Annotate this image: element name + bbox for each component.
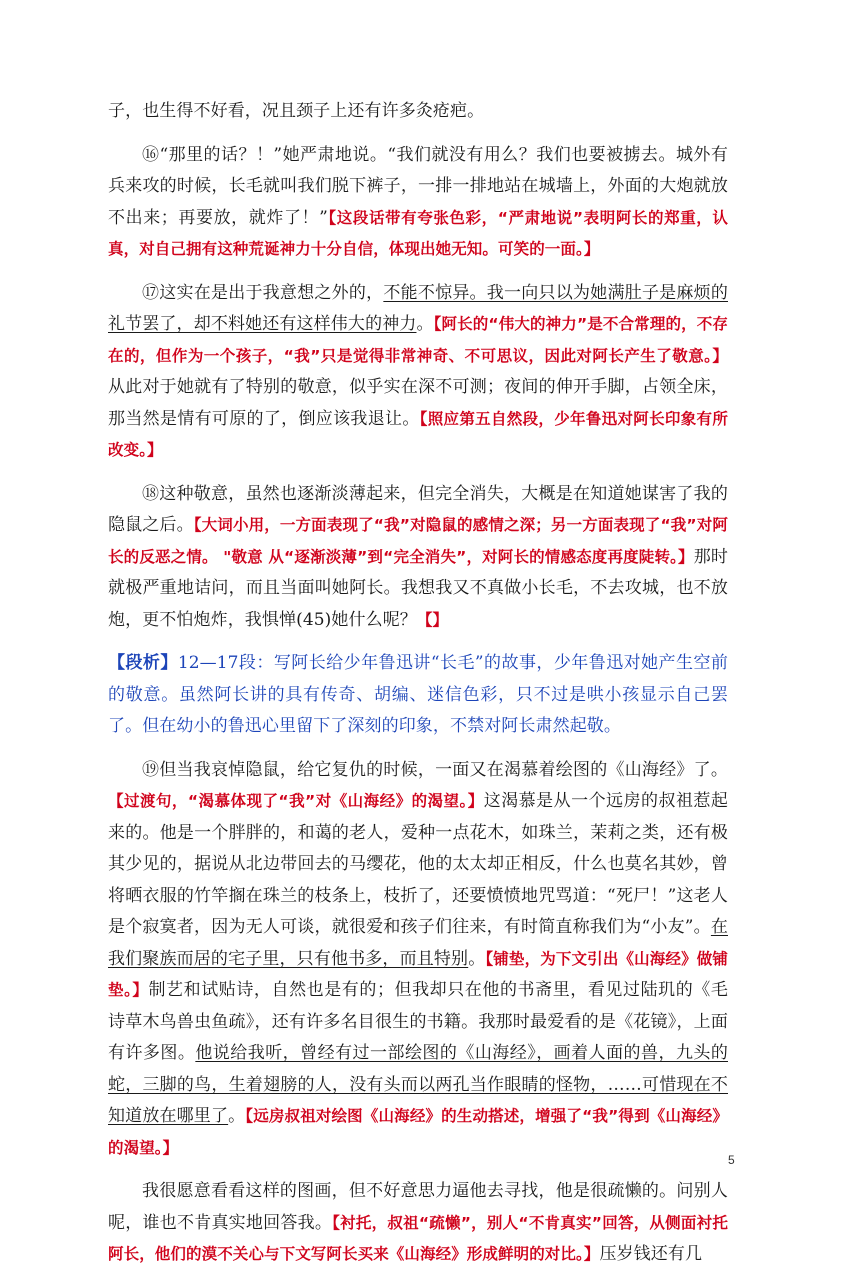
body-text: 那时就极严重地诘问，而且当面叫她阿长。我想我又不真做小长毛，不去攻城，也不放炮，更不怕炮炸，我惧惮(45)她什么呢？	[108, 546, 729, 630]
annotation-note: 【阿长的“伟大的神力”是不合常理的，不存在的，但作为一个孩子，“我”只是觉得非常神奇、不可思议，因此对阿长产生了敬意。】	[108, 315, 728, 365]
body-text: 但当我哀悼隐鼠，给它复仇的时候，一面又在渴慕着绘图的《山海经》了。	[159, 759, 728, 780]
annotation-note: 【大词小用，一方面表现了“我”对隐鼠的感情之深；另一方面表现了“我”对阿长的反恶之情。 "敬意 从“逐渐淡薄”到“完全消失”，对阿长的情感态度再度陡转。】	[108, 516, 729, 566]
body-text: 这实在是出于我意想之外的，	[159, 282, 384, 303]
paragraph-number: ⑲	[142, 759, 160, 780]
body-text: 从此对于她就有了特别的敬意，似乎实在深不可测；夜间的伸开手脚，占领全床，那当然是情有可原的了，倒应该我退让。	[108, 377, 728, 429]
body-text: 子，也生得不好看，况且颈子上还有许多灸疮疤。	[108, 101, 485, 121]
paragraph-number: ⑰	[142, 282, 160, 303]
analysis-text: 12—17段：写阿长给少年鲁迅讲“长毛”的故事，少年鲁迅对她产生空前的敬意。虽然阿长讲的具有传奇、胡编、迷信色彩，只不过是哄小孩显示自己罢了。但在幼小的鲁迅心里留下了深刻的印象，不禁对阿长肃然起敬。	[108, 653, 729, 736]
paragraph-number: ⑯	[142, 144, 160, 165]
annotation-note: 【这段话带有夸张色彩，“严肃地说”表明阿长的郑重，认真，对自己拥有这种荒诞神力十分自信，体现出她无知。可笑的一面。】	[108, 208, 728, 258]
annotation-note: 【衬托，叔祖“疏懒”，别人“不肯真实”回答，从侧面衬托阿长，他们的漠不关心与下文写阿长买来《山海经》形成鲜明的对比。】	[108, 1213, 728, 1263]
page-number: 5	[728, 1153, 735, 1167]
annotation-note: 【远房叔祖对绘图《山海经》的生动搭述，增强了“我”得到《山海经》的渴望。】	[108, 1107, 728, 1157]
paragraph-18	[108, 479, 728, 637]
annotation-note: 【】	[416, 610, 449, 629]
underlined-text: 不能不惊异。我一向只以为她满肚子是麻烦的礼节罢了，却不料她还有这样伟大的神力	[108, 282, 728, 334]
underlined-text: 他说给我听，曾经有过一部绘图的《山海经》，画着人面的兽，九头的蛇，三脚的鸟，生着翅膀的人，没有头而以两孔当作眼睛的怪物，……可惜现在不知道放在哪里了	[108, 1043, 728, 1126]
body-text: 这渴慕是从一个远房的叔祖惹起来的。他是一个胖胖的，和蔼的老人，爱种一点花木，如珠兰，茉莉之类，还有极其少见的，据说从北边带回去的马缨花，他的太太却正相反，什么也莫名其妙，曾将晒衣服的竹竿搁在珠兰的枝条上，枝折了，还要愤愤地咒骂道：“死尸！”这老人是个寂寞者，因为无人可谈，就很爱和孩子们往来，有时简直称我们为“小友”。	[108, 791, 729, 937]
body-text: 这种敬意，虽然也逐渐淡薄起来，但完全消失，大概是在知道她谋害了我的隐鼠之后。	[108, 483, 728, 535]
body-text: 。	[228, 1106, 246, 1126]
annotation-note: 【过渡句，“渴慕体现了“我”对《山海经》的渴望。】	[108, 792, 484, 810]
paragraph-15-tail	[108, 96, 728, 128]
body-text: 。	[416, 314, 434, 334]
body-text: 压岁钱还有几	[599, 1244, 703, 1264]
paragraph-16	[108, 140, 728, 266]
body-text: 。	[468, 948, 486, 969]
document-body	[108, 96, 728, 1283]
underlined-text: 在我们聚族而居的宅子里，只有他书多，而且特别	[108, 917, 728, 969]
body-text: 制艺和试贴诗，自然也是有的；但我却只在他的书斋里，看见过陆玑的《毛诗草木鸟兽虫鱼疏》，还有许多名目很生的书籍。我那时最爱看的是《花镜》，上面有许多图。	[108, 980, 728, 1063]
body-text: “那里的话？！”她严肃地说。“我们就没有用么？我们也要被掳去。城外有兵来攻的时候，长毛就叫我们脱下裤子，一排一排地站在城墙上，外面的大炮就放不出来；再要放，就炸了！”	[108, 144, 728, 228]
annotation-note: 【铺垫，为下文引出《山海经》做铺垫。】	[108, 949, 728, 999]
analysis-label: 【段析】	[108, 653, 178, 673]
paragraph-17	[108, 278, 728, 467]
paragraph-19	[108, 755, 728, 1165]
body-text: 我很愿意看看这样的图画，但不好意思力逼他去寻找，他是很疏懒的。问别人呢，谁也不肯真实地回答我。	[108, 1181, 728, 1233]
annotation-note: 【照应第五自然段，少年鲁迅对阿长印象有所改变。】	[108, 409, 728, 459]
paragraph-number: ⑱	[142, 483, 160, 504]
paragraph-analysis	[108, 648, 728, 743]
paragraph-20	[108, 1176, 728, 1271]
